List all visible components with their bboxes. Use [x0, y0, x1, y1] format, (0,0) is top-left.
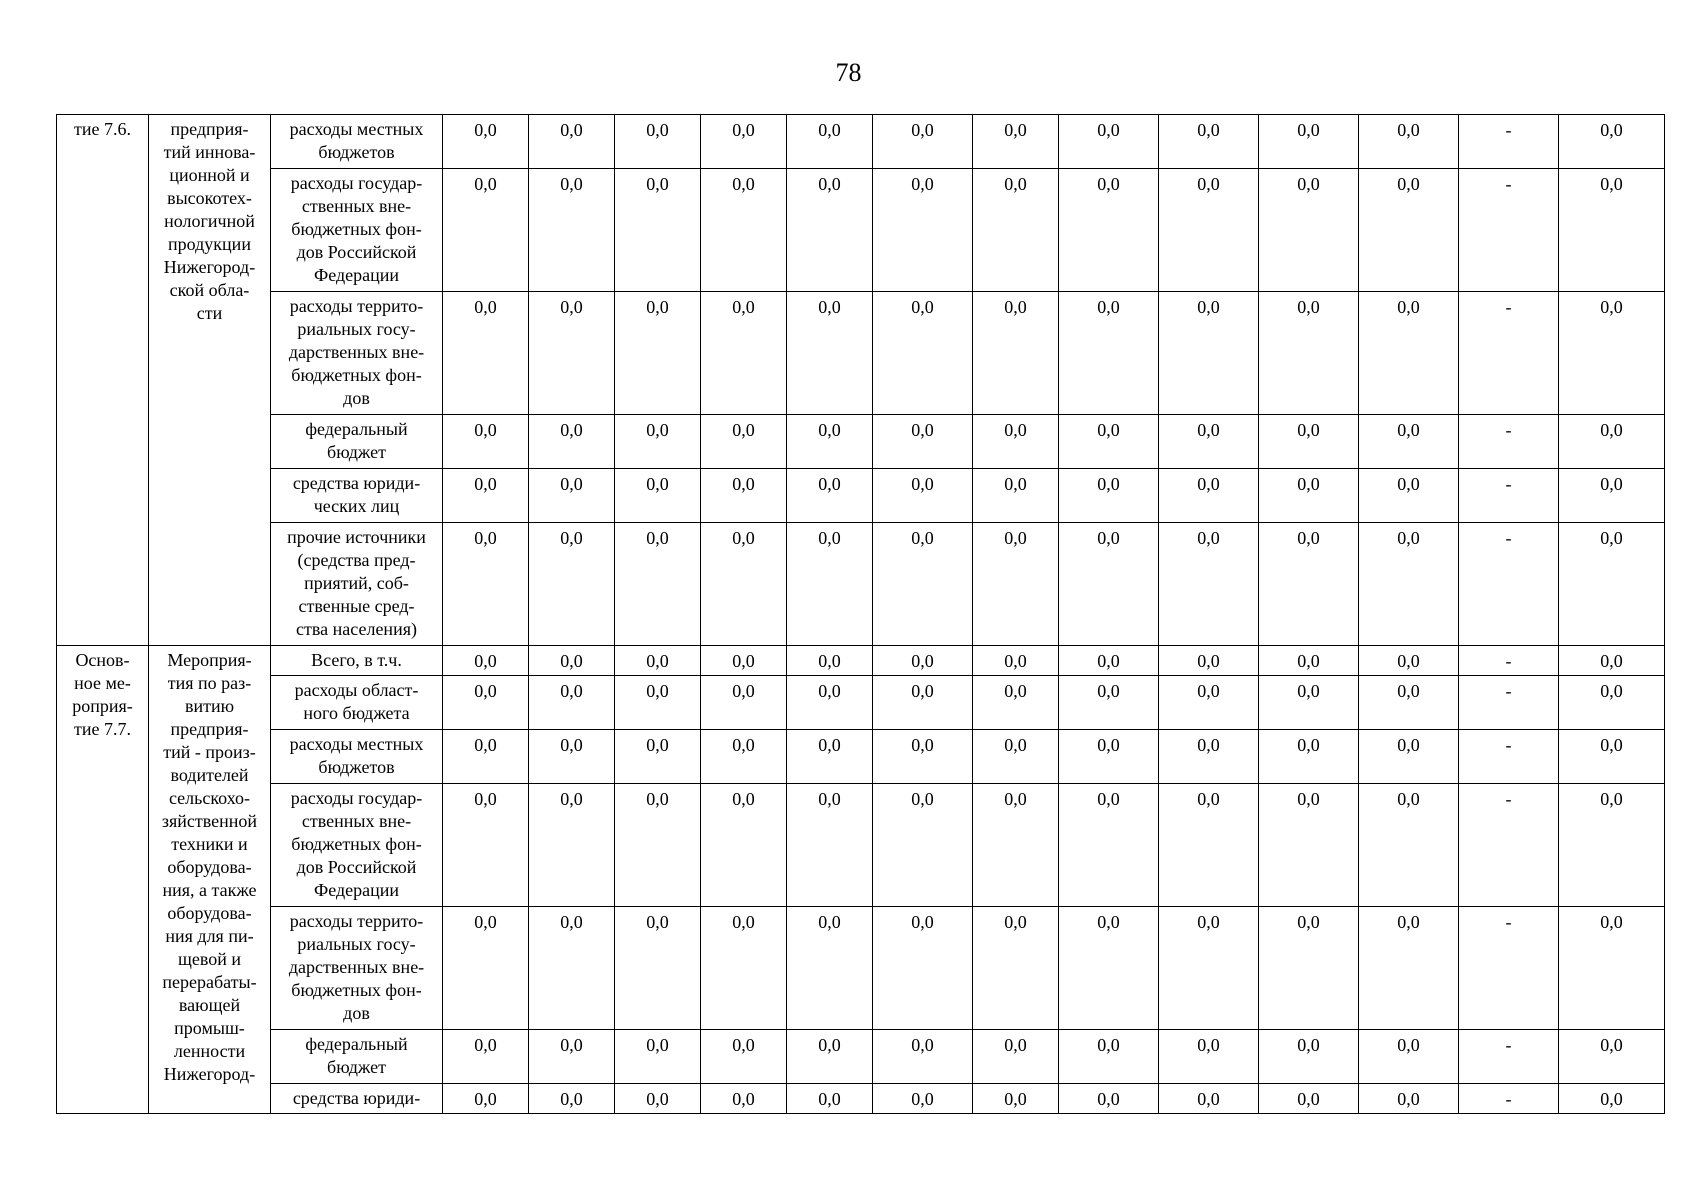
value-cell: 0,0 [1059, 415, 1159, 469]
value-cell: 0,0 [1359, 292, 1459, 415]
value-cell: 0,0 [701, 676, 787, 730]
value-cell: 0,0 [873, 907, 973, 1030]
funding-source-cell: расходы област- ного бюджета [271, 676, 443, 730]
value-cell: 0,0 [1259, 292, 1359, 415]
value-cell: 0,0 [1359, 730, 1459, 784]
value-cell: 0,0 [1259, 115, 1359, 169]
value-cell: 0,0 [1559, 1084, 1665, 1114]
funding-source-cell: расходы государ- ственных вне- бюджетных фон- дов Российской Федерации [271, 784, 443, 907]
value-cell: - [1459, 646, 1559, 676]
value-cell: 0,0 [787, 1084, 873, 1114]
table-row [57, 907, 1665, 1030]
value-cell: 0,0 [443, 469, 529, 523]
value-cell: - [1459, 292, 1559, 415]
value-cell: 0,0 [701, 784, 787, 907]
value-cell: 0,0 [443, 1030, 529, 1084]
value-cell: 0,0 [873, 292, 973, 415]
table-row [57, 646, 1665, 676]
funding-source-cell: расходы террито- риальных госу- дарственных вне- бюджетных фон- дов [271, 907, 443, 1030]
value-cell: 0,0 [1259, 523, 1359, 646]
value-cell: 0,0 [1559, 646, 1665, 676]
value-cell: 0,0 [701, 292, 787, 415]
value-cell: 0,0 [1359, 646, 1459, 676]
value-cell: 0,0 [873, 523, 973, 646]
value-cell: 0,0 [973, 292, 1059, 415]
budget-table [56, 114, 1665, 1114]
value-cell: 0,0 [1259, 646, 1359, 676]
value-cell: 0,0 [1559, 169, 1665, 292]
value-cell: 0,0 [529, 115, 615, 169]
value-cell: 0,0 [615, 469, 701, 523]
value-cell: - [1459, 115, 1559, 169]
funding-source-cell: федеральный бюджет [271, 1030, 443, 1084]
value-cell: 0,0 [1559, 730, 1665, 784]
value-cell: 0,0 [1259, 1084, 1359, 1114]
table-row [57, 115, 1665, 169]
value-cell: 0,0 [1559, 1030, 1665, 1084]
value-cell: 0,0 [701, 646, 787, 676]
value-cell: 0,0 [787, 523, 873, 646]
value-cell: 0,0 [529, 169, 615, 292]
value-cell: 0,0 [443, 784, 529, 907]
value-cell: 0,0 [1059, 784, 1159, 907]
value-cell: 0,0 [873, 115, 973, 169]
event-code-cell: Основ- ное ме- роприя- тие 7.7. [57, 646, 149, 1114]
value-cell: 0,0 [615, 115, 701, 169]
value-cell: 0,0 [615, 907, 701, 1030]
value-cell: 0,0 [1159, 1030, 1259, 1084]
value-cell: 0,0 [1359, 415, 1459, 469]
value-cell: 0,0 [787, 730, 873, 784]
value-cell: 0,0 [873, 169, 973, 292]
value-cell: 0,0 [873, 469, 973, 523]
value-cell: 0,0 [1059, 1030, 1159, 1084]
value-cell: 0,0 [443, 415, 529, 469]
value-cell: 0,0 [873, 676, 973, 730]
value-cell: 0,0 [1259, 469, 1359, 523]
value-cell: 0,0 [1359, 523, 1459, 646]
value-cell: 0,0 [873, 730, 973, 784]
page-number: 78 [835, 58, 862, 87]
value-cell: 0,0 [1059, 523, 1159, 646]
funding-source-cell: расходы террито- риальных госу- дарственных вне- бюджетных фон- дов [271, 292, 443, 415]
value-cell: 0,0 [1559, 292, 1665, 415]
value-cell: 0,0 [615, 523, 701, 646]
funding-source-cell: прочие источники (средства пред- приятий, соб- ственные сред- ства населения) [271, 523, 443, 646]
table-row [57, 676, 1665, 730]
value-cell: 0,0 [1159, 169, 1259, 292]
value-cell: - [1459, 523, 1559, 646]
value-cell: - [1459, 1084, 1559, 1114]
value-cell: 0,0 [1259, 169, 1359, 292]
value-cell: 0,0 [443, 907, 529, 1030]
value-cell: 0,0 [973, 730, 1059, 784]
value-cell: 0,0 [615, 730, 701, 784]
value-cell: 0,0 [1559, 469, 1665, 523]
value-cell: - [1459, 1030, 1559, 1084]
table-row [57, 730, 1665, 784]
value-cell: 0,0 [873, 1030, 973, 1084]
value-cell: - [1459, 907, 1559, 1030]
value-cell: 0,0 [1259, 676, 1359, 730]
value-cell: 0,0 [701, 115, 787, 169]
value-cell: 0,0 [973, 469, 1059, 523]
value-cell: 0,0 [615, 784, 701, 907]
value-cell: 0,0 [787, 784, 873, 907]
table-body [57, 115, 1665, 1114]
value-cell: 0,0 [443, 730, 529, 784]
table-row [57, 784, 1665, 907]
value-cell: 0,0 [529, 646, 615, 676]
value-cell: 0,0 [529, 1084, 615, 1114]
funding-source-cell: расходы государ- ственных вне- бюджетных фон- дов Российской Федерации [271, 169, 443, 292]
value-cell: 0,0 [973, 1030, 1059, 1084]
value-cell: 0,0 [529, 730, 615, 784]
funding-source-cell: федеральный бюджет [271, 415, 443, 469]
value-cell: 0,0 [1259, 784, 1359, 907]
value-cell: 0,0 [701, 1084, 787, 1114]
table-row [57, 1030, 1665, 1084]
event-code-cell: тие 7.6. [57, 115, 149, 646]
value-cell: 0,0 [1159, 1084, 1259, 1114]
value-cell: 0,0 [1559, 523, 1665, 646]
value-cell: 0,0 [787, 676, 873, 730]
value-cell: 0,0 [443, 646, 529, 676]
funding-source-cell: расходы местных бюджетов [271, 115, 443, 169]
value-cell: - [1459, 784, 1559, 907]
value-cell: 0,0 [973, 415, 1059, 469]
value-cell: 0,0 [615, 1030, 701, 1084]
value-cell: 0,0 [529, 469, 615, 523]
value-cell: 0,0 [701, 415, 787, 469]
value-cell: 0,0 [787, 907, 873, 1030]
value-cell: 0,0 [701, 169, 787, 292]
table-row [57, 415, 1665, 469]
value-cell: - [1459, 415, 1559, 469]
value-cell: 0,0 [1359, 784, 1459, 907]
value-cell: 0,0 [787, 292, 873, 415]
value-cell: 0,0 [1059, 907, 1159, 1030]
value-cell: 0,0 [529, 784, 615, 907]
value-cell: 0,0 [1159, 784, 1259, 907]
value-cell: 0,0 [1359, 907, 1459, 1030]
value-cell: - [1459, 469, 1559, 523]
value-cell: 0,0 [615, 676, 701, 730]
value-cell: 0,0 [973, 169, 1059, 292]
value-cell: 0,0 [529, 415, 615, 469]
value-cell: 0,0 [443, 1084, 529, 1114]
value-cell: 0,0 [615, 646, 701, 676]
value-cell: 0,0 [443, 523, 529, 646]
value-cell: 0,0 [873, 784, 973, 907]
value-cell: 0,0 [1059, 646, 1159, 676]
value-cell: 0,0 [1159, 115, 1259, 169]
value-cell: 0,0 [1159, 523, 1259, 646]
event-name-cell: предприя- тий иннова- ционной и высокотех- нологичной продукции Нижегород- ской обла- сти [149, 115, 271, 646]
value-cell: 0,0 [1559, 415, 1665, 469]
event-name-cell: Мероприя- тия по раз- витию предприя- тий - произ- водителей сельскохо- зяйственной техники и оборудова- ния, а также оборудова- ния для пи- щевой и перерабаты- вающей промыш- ленности Нижегород- [149, 646, 271, 1114]
value-cell: 0,0 [1159, 676, 1259, 730]
value-cell: 0,0 [1059, 115, 1159, 169]
value-cell: 0,0 [1159, 730, 1259, 784]
value-cell: 0,0 [1359, 469, 1459, 523]
value-cell: 0,0 [529, 907, 615, 1030]
funding-source-cell: средства юриди- ческих лиц [271, 469, 443, 523]
value-cell: 0,0 [615, 1084, 701, 1114]
value-cell: 0,0 [701, 469, 787, 523]
value-cell: 0,0 [529, 1030, 615, 1084]
value-cell: 0,0 [1559, 115, 1665, 169]
value-cell: 0,0 [973, 907, 1059, 1030]
value-cell: 0,0 [873, 1084, 973, 1114]
value-cell: 0,0 [529, 523, 615, 646]
table-row [57, 1084, 1665, 1114]
value-cell: 0,0 [1059, 676, 1159, 730]
value-cell: 0,0 [701, 1030, 787, 1084]
funding-source-cell: Всего, в т.ч. [271, 646, 443, 676]
value-cell: 0,0 [443, 292, 529, 415]
value-cell: 0,0 [1359, 115, 1459, 169]
value-cell: 0,0 [1059, 292, 1159, 415]
value-cell: 0,0 [1259, 415, 1359, 469]
value-cell: 0,0 [1559, 676, 1665, 730]
value-cell: 0,0 [701, 730, 787, 784]
value-cell: 0,0 [973, 523, 1059, 646]
value-cell: 0,0 [787, 415, 873, 469]
value-cell: 0,0 [973, 1084, 1059, 1114]
value-cell: 0,0 [973, 784, 1059, 907]
value-cell: 0,0 [1559, 907, 1665, 1030]
value-cell: 0,0 [529, 292, 615, 415]
value-cell: 0,0 [701, 523, 787, 646]
value-cell: 0,0 [1259, 1030, 1359, 1084]
funding-source-cell: средства юриди- [271, 1084, 443, 1114]
table-row [57, 292, 1665, 415]
table-row [57, 469, 1665, 523]
value-cell: 0,0 [787, 469, 873, 523]
value-cell: 0,0 [1359, 676, 1459, 730]
value-cell: 0,0 [787, 115, 873, 169]
table-row [57, 169, 1665, 292]
table-row [57, 523, 1665, 646]
value-cell: 0,0 [529, 676, 615, 730]
value-cell: 0,0 [873, 415, 973, 469]
value-cell: 0,0 [1259, 730, 1359, 784]
funding-source-cell: расходы местных бюджетов [271, 730, 443, 784]
value-cell: 0,0 [787, 646, 873, 676]
value-cell: 0,0 [973, 676, 1059, 730]
value-cell: 0,0 [1159, 907, 1259, 1030]
value-cell: 0,0 [1159, 469, 1259, 523]
value-cell: 0,0 [443, 676, 529, 730]
value-cell: 0,0 [701, 907, 787, 1030]
value-cell: 0,0 [1159, 292, 1259, 415]
value-cell: 0,0 [1259, 907, 1359, 1030]
value-cell: 0,0 [787, 1030, 873, 1084]
value-cell: 0,0 [1359, 1084, 1459, 1114]
value-cell: 0,0 [1159, 646, 1259, 676]
value-cell: 0,0 [873, 646, 973, 676]
value-cell: 0,0 [443, 115, 529, 169]
value-cell: 0,0 [1159, 415, 1259, 469]
value-cell: 0,0 [973, 646, 1059, 676]
value-cell: 0,0 [1559, 784, 1665, 907]
value-cell: 0,0 [1059, 730, 1159, 784]
value-cell: - [1459, 676, 1559, 730]
value-cell: 0,0 [1059, 1084, 1159, 1114]
value-cell: - [1459, 730, 1559, 784]
value-cell: 0,0 [1059, 169, 1159, 292]
value-cell: - [1459, 169, 1559, 292]
value-cell: 0,0 [615, 292, 701, 415]
value-cell: 0,0 [787, 169, 873, 292]
value-cell: 0,0 [1059, 469, 1159, 523]
value-cell: 0,0 [973, 115, 1059, 169]
value-cell: 0,0 [1359, 169, 1459, 292]
value-cell: 0,0 [1359, 1030, 1459, 1084]
value-cell: 0,0 [615, 415, 701, 469]
value-cell: 0,0 [615, 169, 701, 292]
value-cell: 0,0 [443, 169, 529, 292]
